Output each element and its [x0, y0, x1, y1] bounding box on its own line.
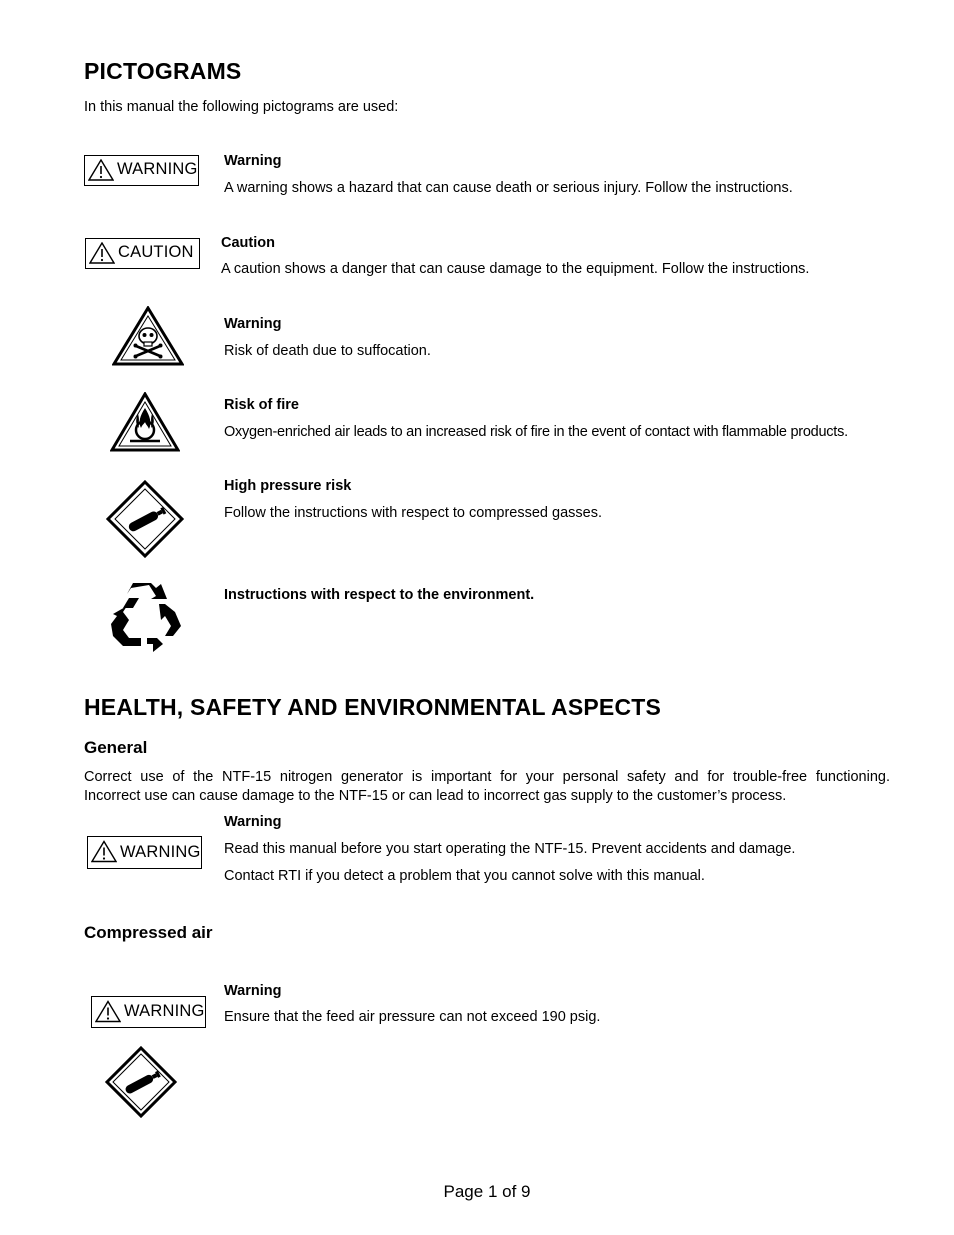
gas-cylinder-icon	[105, 1046, 177, 1118]
gas-cylinder-icon	[106, 480, 184, 558]
item-label: Warning	[224, 153, 282, 169]
caution-badge-text: CAUTION	[118, 243, 194, 261]
warning-badge-text: WARNING	[120, 843, 201, 861]
caution-badge	[85, 238, 200, 269]
item-text: Follow the instructions with respect to compressed gasses.	[224, 505, 602, 521]
item-label: Instructions with respect to the environment.	[224, 587, 535, 603]
warning-label: Warning	[224, 814, 282, 830]
warning-badge	[91, 996, 206, 1028]
item-label: Risk of fire	[224, 397, 299, 413]
warning-badge-text: WARNING	[124, 1002, 205, 1020]
warning-text: Ensure that the feed air pressure can not exceed 190 psig.	[224, 1009, 601, 1025]
health-safety-heading: HEALTH, SAFETY AND ENVIRONMENTAL ASPECTS	[84, 694, 662, 720]
item-label: High pressure risk	[224, 478, 352, 494]
warning-triangle-icon	[89, 242, 115, 264]
fire-hazard-icon	[110, 392, 180, 452]
warning-badge-text: WARNING	[117, 160, 198, 178]
skull-crossbones-icon	[112, 306, 184, 366]
warning-badge	[87, 836, 202, 869]
general-paragraph-line1: Correct use of the NTF-15 nitrogen generator is important for your personal safety and for trouble-free functioning.	[84, 769, 890, 785]
item-text: A caution shows a danger that can cause damage to the equipment. Follow the instructions.	[221, 261, 810, 277]
pictograms-heading: PICTOGRAMS	[84, 58, 242, 84]
item-text: Risk of death due to suffocation.	[224, 343, 431, 359]
warning-badge	[84, 155, 199, 186]
item-text: Oxygen-enriched air leads to an increased risk of fire in the event of contact with flammable products.	[224, 424, 848, 440]
warning-label: Warning	[224, 983, 282, 999]
warning-line2: Contact RTI if you detect a problem that you cannot solve with this manual.	[224, 868, 705, 884]
item-text: A warning shows a hazard that can cause death or serious injury. Follow the instructions.	[224, 180, 793, 196]
warning-line1: Read this manual before you start operating the NTF-15. Prevent accidents and damage.	[224, 841, 796, 857]
page-number: Page 1 of 9	[443, 1182, 531, 1201]
item-label: Warning	[224, 316, 282, 332]
pictograms-intro: In this manual the following pictograms are used:	[84, 99, 399, 115]
item-label: Caution	[221, 235, 275, 251]
recycle-icon	[109, 582, 183, 654]
warning-triangle-icon	[91, 840, 117, 863]
compressed-air-heading: Compressed air	[84, 923, 213, 942]
warning-triangle-icon	[88, 159, 114, 181]
general-paragraph-line2: Incorrect use can cause damage to the NTF-15 or can lead to incorrect gas supply to the customer’s process.	[84, 788, 787, 804]
warning-triangle-icon	[95, 1000, 121, 1023]
general-heading: General	[84, 738, 148, 757]
